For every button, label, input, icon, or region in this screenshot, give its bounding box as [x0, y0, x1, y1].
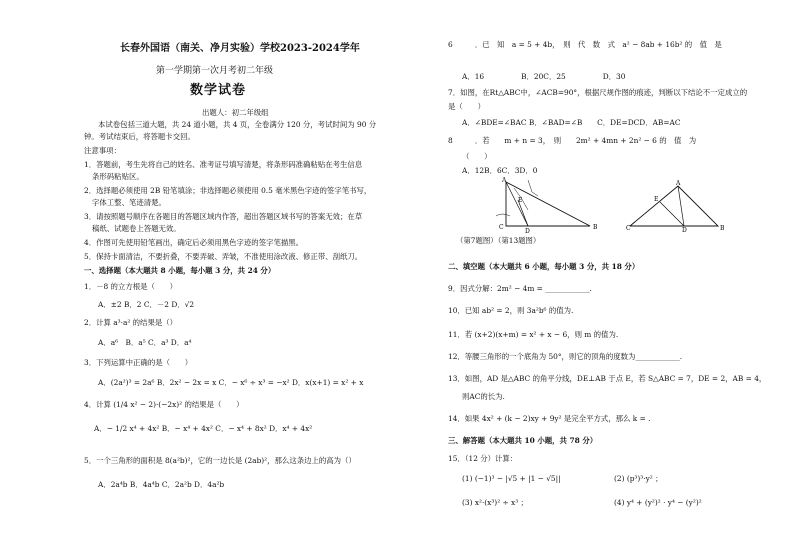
- figure-7-diagram: [492, 176, 602, 234]
- fig7-label: E: [518, 197, 523, 204]
- question-2: 2．计算 a³·a² 的结果是（）: [84, 318, 178, 327]
- question-5: 5．一个三角形的面积是 8(a²b)²，它的一边长是 (2ab)²，那么这条边上的高为（）: [84, 456, 356, 465]
- question-3-options: A．(2a²)³ = 2a⁶ B．2x² − 2x = x C．− x⁶ ÷ x³ = −x² D．x(x+1) = x² + x: [98, 378, 364, 387]
- fig13-label: C: [626, 225, 631, 232]
- question-13: 13．如图，AD 是△ABC 的角平分线，DE⊥AB 于点 E，若 S△ABC = 7，DE = 2，AB = 4，: [448, 374, 767, 383]
- question-7: 7．如图，在Rt△ABC中，∠ACB=90°，根据尺规作图的痕迹，判断以下结论不一定成立的: [448, 88, 748, 97]
- question-6-options: A．16 B．20C．25 D．30: [462, 72, 626, 81]
- notice-line: 4．作图可先使用铅笔画出，确定后必须用黑色字迹的签字笔描黑。: [84, 238, 304, 247]
- question-15-part-3: (3) x²·(x³)² ÷ x³ ；: [462, 498, 528, 507]
- figure-13-diagram: [626, 180, 726, 232]
- question-15: 15．（12 分）计算：: [448, 454, 518, 463]
- question-6: 6 ．已 知 a = 5 + 4b， 则 代 数 式 a² − 8ab + 16b² 的 值 是: [448, 40, 722, 49]
- notice-line: 条形码粘贴区。: [92, 172, 144, 181]
- fig7-label: A: [502, 177, 507, 184]
- question-13-cont: 则AC的长为.: [462, 392, 505, 401]
- question-10: 10．已知 ab² = 2，则 3a²b⁶ 的值为.: [448, 306, 574, 315]
- question-9: 9．因式分解：2m² − 4m = ____________.: [448, 284, 592, 293]
- question-2-options: A．a⁶ B．a⁵ C．a³ D．a⁴: [98, 338, 192, 347]
- notice-line: 2．选择题必须使用 2B 铅笔填涂；非选择题必须使用 0.5 毫米黑色字迹的签字笔书写，: [84, 186, 372, 195]
- question-8-blank: （ ）: [462, 152, 492, 161]
- question-1: 1．－8 的立方根是（ ）: [84, 282, 178, 291]
- question-15-part-2: (2) (p³)³·y² ；: [614, 474, 663, 483]
- notice-title: 注意事项：: [84, 146, 121, 155]
- question-4: 4．计算 (1/4 x² − 2)·(−2x)² 的结果是（ ）: [84, 400, 244, 409]
- question-1-options: A．±2 B．2 C．－2 D．√2: [98, 300, 195, 309]
- notice-line: 稿纸、试题卷上答题无效。: [92, 224, 181, 233]
- fig13-label: E: [654, 196, 659, 203]
- subject-title: 数学试卷: [190, 83, 247, 98]
- fig13-label: B: [720, 225, 725, 232]
- notice-line: 5．保持卡面清洁，不要折叠，不要弄破、弄皱，不准使用涂改液、修正带、刮纸刀。: [84, 252, 363, 261]
- fig7-label: B: [593, 224, 598, 231]
- question-14: 14．如果 4x² + (k − 2)xy + 9y² 是完全平方式，那么 k = .: [448, 414, 651, 423]
- question-15-part-1: (1) (−1)³ − |√5 + |1 − √5||: [462, 474, 561, 483]
- question-8-options: A．12B．6C．3D．0: [462, 166, 538, 175]
- fig7-label: C: [499, 224, 504, 231]
- notice-line: 1．答题前，考生先将自己的姓名、准考证号填写清楚，将条形码准确粘贴在考生信息: [84, 160, 363, 169]
- question-12: 12．等腰三角形的一个底角为 50°，则它的顶角的度数为____________.: [448, 352, 683, 361]
- fig13-label: D: [682, 227, 687, 232]
- author-line: 出题人：初二年级组: [202, 108, 269, 117]
- notice-line: 3．请按照题号顺序在各题目的答题区域内作答，超出答题区域书写的答案无效；在草: [84, 212, 363, 221]
- section-3-heading: 三、解答题（本大题共 10 小题，共 78 分）: [448, 436, 598, 445]
- intro-line-2: 钟。考试结束后，将答题卡交回。: [84, 132, 195, 141]
- section-1-heading: 一、选择题（本大题共 8 小题，每小题 3 分，共 24 分）: [84, 266, 276, 275]
- question-3: 3．下列运算中正确的是（ ）: [84, 358, 193, 367]
- question-7-cont: 是（ ）: [448, 102, 485, 111]
- notice-line: 字体工整、笔迹清楚。: [92, 198, 166, 207]
- fig7-label: D: [525, 228, 530, 234]
- exam-title: 长春外国语（南关、净月实验）学校2023-2024学年: [120, 43, 360, 54]
- question-15-part-4: (4) y⁴ + (y²)² · y⁴ − (y²)²: [614, 498, 702, 507]
- fig13-label: A: [676, 180, 681, 187]
- exam-subtitle: 第一学期第一次月考初二年级: [156, 66, 274, 76]
- section-2-heading: 二、填空题（本大题共 6 小题，每小题 3 分，共 18 分）: [448, 262, 640, 271]
- question-5-options: A．2a⁴b B．4a⁴b C．2a²b D．4a²b: [98, 480, 225, 489]
- question-7-options: A．∠BDE=∠BAC B．∠BAD=∠B C．DE=DCD．AB=AC: [462, 118, 681, 127]
- question-8: 8 ．若 m + n = 3， 则 2m² + 4mn + 2n² − 6 的 值 为: [448, 136, 697, 145]
- intro-line-1: 本试卷包括三道大题，共 24 道小题，共 4 页，全卷满分 120 分，考试时间为 90 分: [98, 120, 377, 129]
- question-11: 11．若 (x+2)(x+m) = x² + x − 6，则 m 的值为.: [448, 330, 619, 339]
- question-4-options: A．− 1/2 x⁴ + 4x² B．− x⁴ + 4x² C．− x⁴ + 8x² D．x⁴ + 4x²: [94, 424, 313, 433]
- figure-caption: （第7题图）（第13题图）: [456, 236, 541, 245]
